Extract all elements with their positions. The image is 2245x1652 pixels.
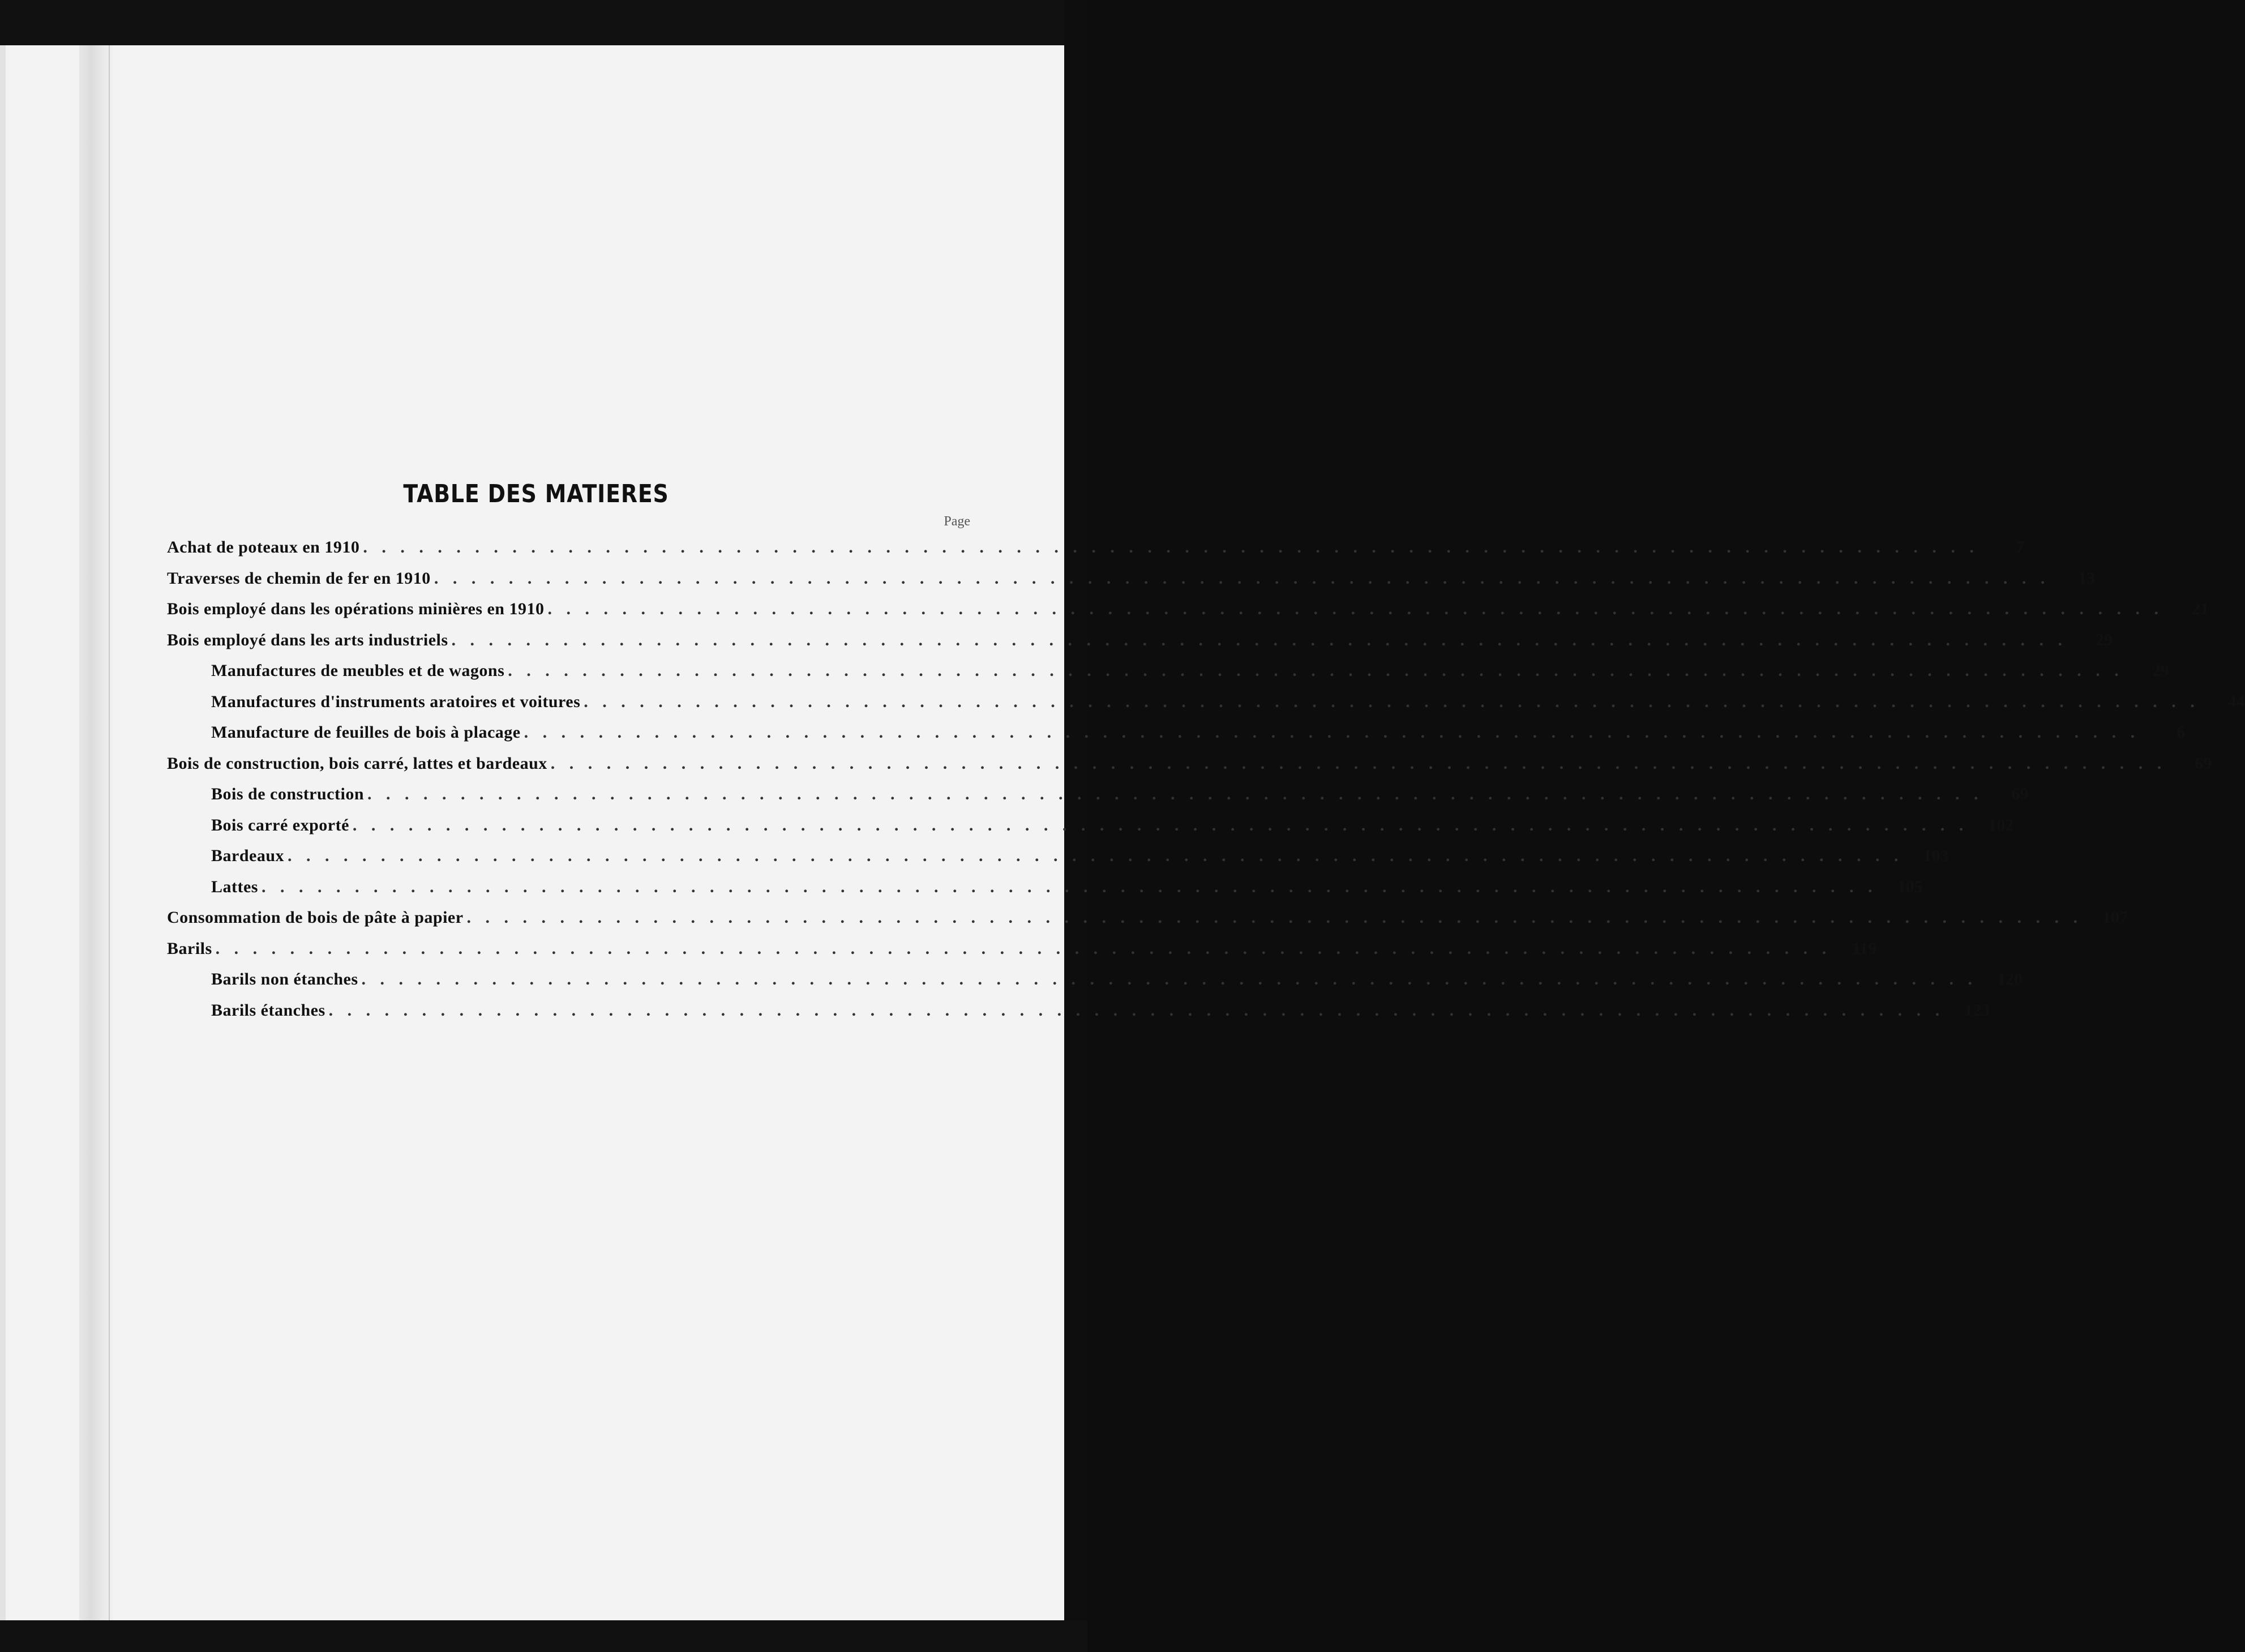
- toc-entry-page: 13: [2078, 568, 2096, 588]
- toc-dot-leader: . . . . . . . . . . . . . . . . . . . . . . . . . . . . . . . . . . . . . . . . . . . . . . . . . . . . . . . . . . . . . . . . . . . . . . . . . . . . . . . . . . . . . . .: [363, 538, 1979, 557]
- toc-dot-leader: . . . . . . . . . . . . . . . . . . . . . . . . . . . . . . . . . . . . . . . . . . . . . . . . . . . . . . . . . . . . . . . . . . . . . . . . . . . . . . . . . . . . . . .: [466, 908, 2083, 927]
- toc-entry-page: 69: [2195, 754, 2212, 773]
- toc-entry-page: 102: [1988, 815, 2014, 834]
- toc-dot-leader: . . . . . . . . . . . . . . . . . . . . . . . . . . . . . . . . . . . . . . . . . . . . . . . . . . . . . . . . . . . . . . . . . . . . . . . . . . . . . . . . . . . . . . .: [352, 815, 1969, 834]
- toc-dot-leader: . . . . . . . . . . . . . . . . . . . . . . . . . . . . . . . . . . . . . . . . . . . . . . . . . . . . . . . . . . . . . . . . . . . . . . . . . . . . . . . . . . . . . . .: [328, 1000, 1945, 1020]
- toc-entry: [167, 815, 2014, 847]
- toc-entry: [167, 846, 1949, 878]
- toc-entry: [167, 1000, 1990, 1032]
- toc-entry-page: 7: [2015, 538, 2024, 557]
- page-left-edge: [0, 45, 6, 1620]
- toc-entry-title: Bois de construction: [211, 785, 365, 803]
- toc-entry: [167, 568, 2096, 600]
- toc-entry: [167, 723, 2186, 754]
- toc-entry-page: 107: [2102, 908, 2128, 927]
- toc-entry-title: Barils non étanches: [211, 970, 358, 988]
- toc-entry-page: 29: [2152, 661, 2169, 680]
- toc-entry-title: Bois employé dans les opérations minières en 1910: [167, 600, 545, 618]
- toc-entry-title: Traverses de chemin de fer en 1910: [167, 568, 431, 588]
- toc-dot-leader: . . . . . . . . . . . . . . . . . . . . . . . . . . . . . . . . . . . . . . . . . . . . . . . . . . . . . . . . . . . . . . . . . . . . . . . . . . . . . . . . . . . . . . .: [288, 846, 1904, 865]
- toc-dot-leader: . . . . . . . . . . . . . . . . . . . . . . . . . . . . . . . . . . . . . . . . . . . . . . . . . . . . . . . . . . . . . . . . . . . . . . . . . . . . . . . . . . . . . . .: [524, 723, 2140, 742]
- toc-dot-leader: . . . . . . . . . . . . . . . . . . . . . . . . . . . . . . . . . . . . . . . . . . . . . . . . . . . . . . . . . . . . . . . . . . . . . . . . . . . . . . . . . . . . . . .: [361, 970, 1978, 988]
- toc-entry-title: Manufactures d'instruments aratoires et voitures: [211, 692, 581, 711]
- toc-entry-title: Manufactures de meubles et de wagons: [211, 661, 505, 680]
- toc-dot-leader: . . . . . . . . . . . . . . . . . . . . . . . . . . . . . . . . . . . . . . . . . . . . . . . . . . . . . . . . . . . . . . . . . . . . . . . . . . . . . . . . . . . . . . .: [584, 692, 2200, 711]
- toc-entry-page: 105: [1897, 877, 1923, 896]
- toc-entry: [167, 939, 1877, 970]
- toc-entry: [167, 754, 2212, 785]
- toc-entry-title: Barils étanches: [211, 1000, 325, 1020]
- toc-entry: [167, 661, 2169, 692]
- toc-entry-page: 69: [2011, 785, 2029, 803]
- toc-entry: [167, 970, 2023, 1001]
- toc-entry: [167, 630, 2113, 662]
- toc-entry-title: Lattes: [211, 877, 258, 896]
- page-title: TABLE DES MATIERES: [403, 480, 669, 509]
- toc-entry-title: Achat de poteaux en 1910: [167, 538, 360, 557]
- toc-entry-page: 120: [1997, 970, 2023, 988]
- scan-border-top: [0, 0, 1087, 45]
- toc-entry-title: Bois carré exporté: [211, 815, 349, 834]
- toc-entry: [167, 877, 1923, 909]
- toc-dot-leader: . . . . . . . . . . . . . . . . . . . . . . . . . . . . . . . . . . . . . . . . . . . . . . . . . . . . . . . . . . . . . . . . . . . . . . . . . . . . . . . . . . . . . . .: [261, 877, 1878, 896]
- toc-entry-title: Bois employé dans les arts industriels: [167, 630, 448, 649]
- toc-dot-leader: . . . . . . . . . . . . . . . . . . . . . . . . . . . . . . . . . . . . . . . . . . . . . . . . . . . . . . . . . . . . . . . . . . . . . . . . . . . . . . . . . . . . . . .: [547, 600, 2163, 618]
- toc-entry: [167, 692, 2245, 724]
- toc-entry: [167, 538, 2024, 569]
- toc-entry-page: 6: [2177, 723, 2186, 742]
- toc-entry-page: 103: [1923, 846, 1949, 865]
- toc-entry-title: Barils: [167, 939, 212, 958]
- toc-dot-leader: . . . . . . . . . . . . . . . . . . . . . . . . . . . . . . . . . . . . . . . . . . . . . . . . . . . . . . . . . . . . . . . . . . . . . . . . . . . . . . . . . . . . . . .: [508, 661, 2124, 680]
- page-column-label: Page: [944, 514, 970, 529]
- toc-entry-page: 21: [2191, 600, 2209, 618]
- toc-dot-leader: . . . . . . . . . . . . . . . . . . . . . . . . . . . . . . . . . . . . . . . . . . . . . . . . . . . . . . . . . . . . . . . . . . . . . . . . . . . . . . . . . . . . . . .: [215, 939, 1832, 958]
- toc-entry-title: Manufacture de feuilles de bois à placage: [211, 723, 521, 742]
- toc-dot-leader: . . . . . . . . . . . . . . . . . . . . . . . . . . . . . . . . . . . . . . . . . . . . . . . . . . . . . . . . . . . . . . . . . . . . . . . . . . . . . . . . . . . . . . .: [451, 630, 2068, 649]
- toc-entry-page: 29: [2096, 630, 2113, 649]
- toc-entry-title: Consommation de bois de pâte à papier: [167, 908, 464, 927]
- gutter-line: [109, 45, 110, 1620]
- toc-entry-page: 123: [1964, 1000, 1990, 1020]
- table-of-contents: [167, 538, 2245, 1032]
- toc-dot-leader: . . . . . . . . . . . . . . . . . . . . . . . . . . . . . . . . . . . . . . . . . . . . . . . . . . . . . . . . . . . . . . . . . . . . . . . . . . . . . . . . . . . . . . .: [367, 785, 1983, 803]
- toc-entry-title: Bardeaux: [211, 846, 285, 865]
- toc-entry-page: 44: [2227, 692, 2245, 711]
- toc-entry-page: 119: [1852, 939, 1877, 958]
- toc-entry: [167, 600, 2209, 631]
- toc-dot-leader: . . . . . . . . . . . . . . . . . . . . . . . . . . . . . . . . . . . . . . . . . . . . . . . . . . . . . . . . . . . . . . . . . . . . . . . . . . . . . . . . . . . . . . .: [434, 568, 2050, 588]
- toc-entry: [167, 785, 2029, 816]
- toc-entry: [167, 908, 2128, 939]
- page-gutter: [79, 45, 113, 1620]
- scan-border-bottom: [0, 1620, 1087, 1652]
- toc-dot-leader: . . . . . . . . . . . . . . . . . . . . . . . . . . . . . . . . . . . . . . . . . . . . . . . . . . . . . . . . . . . . . . . . . . . . . . . . . . . . . . . . . . . . . . .: [550, 754, 2167, 773]
- toc-entry-title: Bois de construction, bois carré, lattes et bardeaux: [167, 754, 547, 773]
